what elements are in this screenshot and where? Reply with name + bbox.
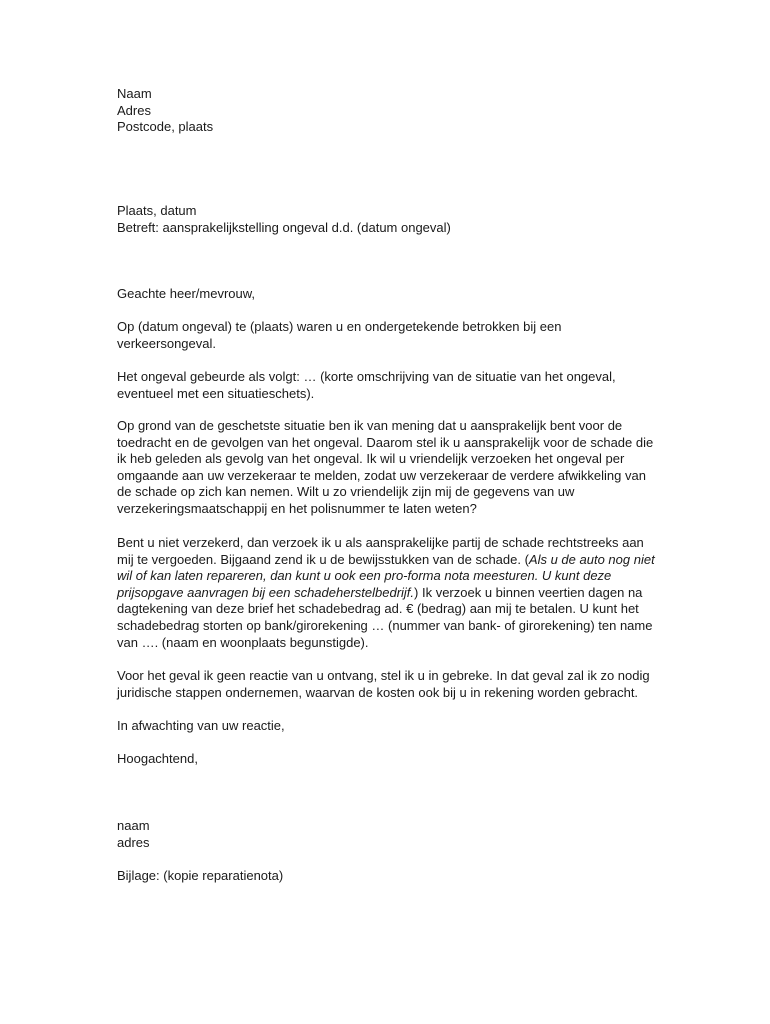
paragraph-line xyxy=(117,568,657,585)
closing-awaiting-text: In afwachting van uw reactie, xyxy=(117,718,285,733)
signature-name: naam xyxy=(117,818,150,833)
paragraph-line: ik heb geleden als gevolg van het ongeval. Ik wil u vriendelijk verzoeken het ongeval per xyxy=(117,451,625,467)
sender-name: Naam xyxy=(117,86,152,101)
closing-regards xyxy=(117,751,657,768)
attachment-text: Bijlage: (kopie reparatienota) xyxy=(117,868,284,883)
paragraph-liability xyxy=(117,418,657,518)
paragraph-line: omgaande aan uw verzekeraar te melden, zodat uw verzekeraar de verdere afwikkeling van xyxy=(117,467,646,483)
paragraph-line: Op (datum ongeval) te (plaats) waren u en ondergetekende betrokken bij een xyxy=(117,319,562,334)
salutation-text: Geachte heer/mevrouw, xyxy=(117,286,256,301)
place-date: Plaats, datum xyxy=(117,203,197,218)
paragraph-line: de schade op zich kan nemen. Wilt u zo vriendelijk zijn mij de gegevens van uw xyxy=(117,484,575,500)
letter-meta xyxy=(117,203,657,236)
attachment xyxy=(117,868,657,885)
paragraph-line: Bent u niet verzekerd, dan verzoek ik u als aansprakelijke partij de schade rechtstreeks aan xyxy=(117,535,644,550)
closing-awaiting xyxy=(117,718,657,735)
closing-regards-text: Hoogachtend, xyxy=(117,751,198,766)
paragraph-line: verzekeringsmaatschappij en het polisnummer te laten weten? xyxy=(117,500,477,516)
paragraph-line: Het ongeval gebeurde als volgt: … (korte omschrijving van de situatie van het ongeval, xyxy=(117,369,616,384)
paragraph-accident-description xyxy=(117,369,657,402)
paragraph-text: mij te vergoeden. Bijgaand zend ik u de bewijsstukken van de schade. ( xyxy=(117,551,529,567)
signature-block xyxy=(117,818,657,851)
paragraph-line: eventueel met een situatieschets). xyxy=(117,385,315,401)
paragraph-line: dagtekening van deze brief het schadebedrag ad. € (bedrag) aan mij te betalen. U kunt het xyxy=(117,601,639,617)
paragraph-line: juridische stappen ondernemen, waarvan de kosten ook bij u in rekening worden gebracht. xyxy=(117,684,639,700)
sender-address xyxy=(117,86,657,136)
paragraph-line: Op grond van de geschetste situatie ben ik van mening dat u aansprakelijk bent voor de xyxy=(117,418,623,433)
paragraph-line xyxy=(117,552,657,569)
paragraph-line: Voor het geval ik geen reactie van u ontvang, stel ik u in gebreke. In dat geval zal ik zo nodig xyxy=(117,668,650,683)
paragraph-line xyxy=(117,585,657,602)
paragraph-accident-intro xyxy=(117,319,657,352)
italic-note: Als u de auto nog niet xyxy=(528,551,655,567)
italic-note: wil of kan laten repareren, dan kunt u ook een pro-forma nota meesturen. U kunt deze xyxy=(117,568,612,584)
paragraph-line: schadebedrag storten op bank/girorekening … (nummer van bank- of girorekening) ten name xyxy=(117,617,653,633)
salutation xyxy=(117,286,657,303)
paragraph-uninsured xyxy=(117,535,657,651)
subject-line: Betreft: aansprakelijkstelling ongeval d.d. (datum ongeval) xyxy=(117,219,451,235)
paragraph-line: toedracht en de gevolgen van het ongeval. Daarom stel ik u aansprakelijk voor de schade die xyxy=(117,434,654,450)
paragraph-line: verkeersongeval. xyxy=(117,335,216,351)
paragraph-text: ) Ik verzoek u binnen veertien dagen na xyxy=(414,584,643,600)
signature-address: adres xyxy=(117,834,150,850)
sender-postal-city: Postcode, plaats xyxy=(117,119,214,135)
sender-street: Adres xyxy=(117,102,151,118)
paragraph-line: van …. (naam en woonplaats begunstigde). xyxy=(117,634,369,650)
paragraph-default-notice xyxy=(117,668,657,701)
italic-note: prijsopgave aanvragen bij een schadeherstelbedrijf. xyxy=(117,584,415,600)
